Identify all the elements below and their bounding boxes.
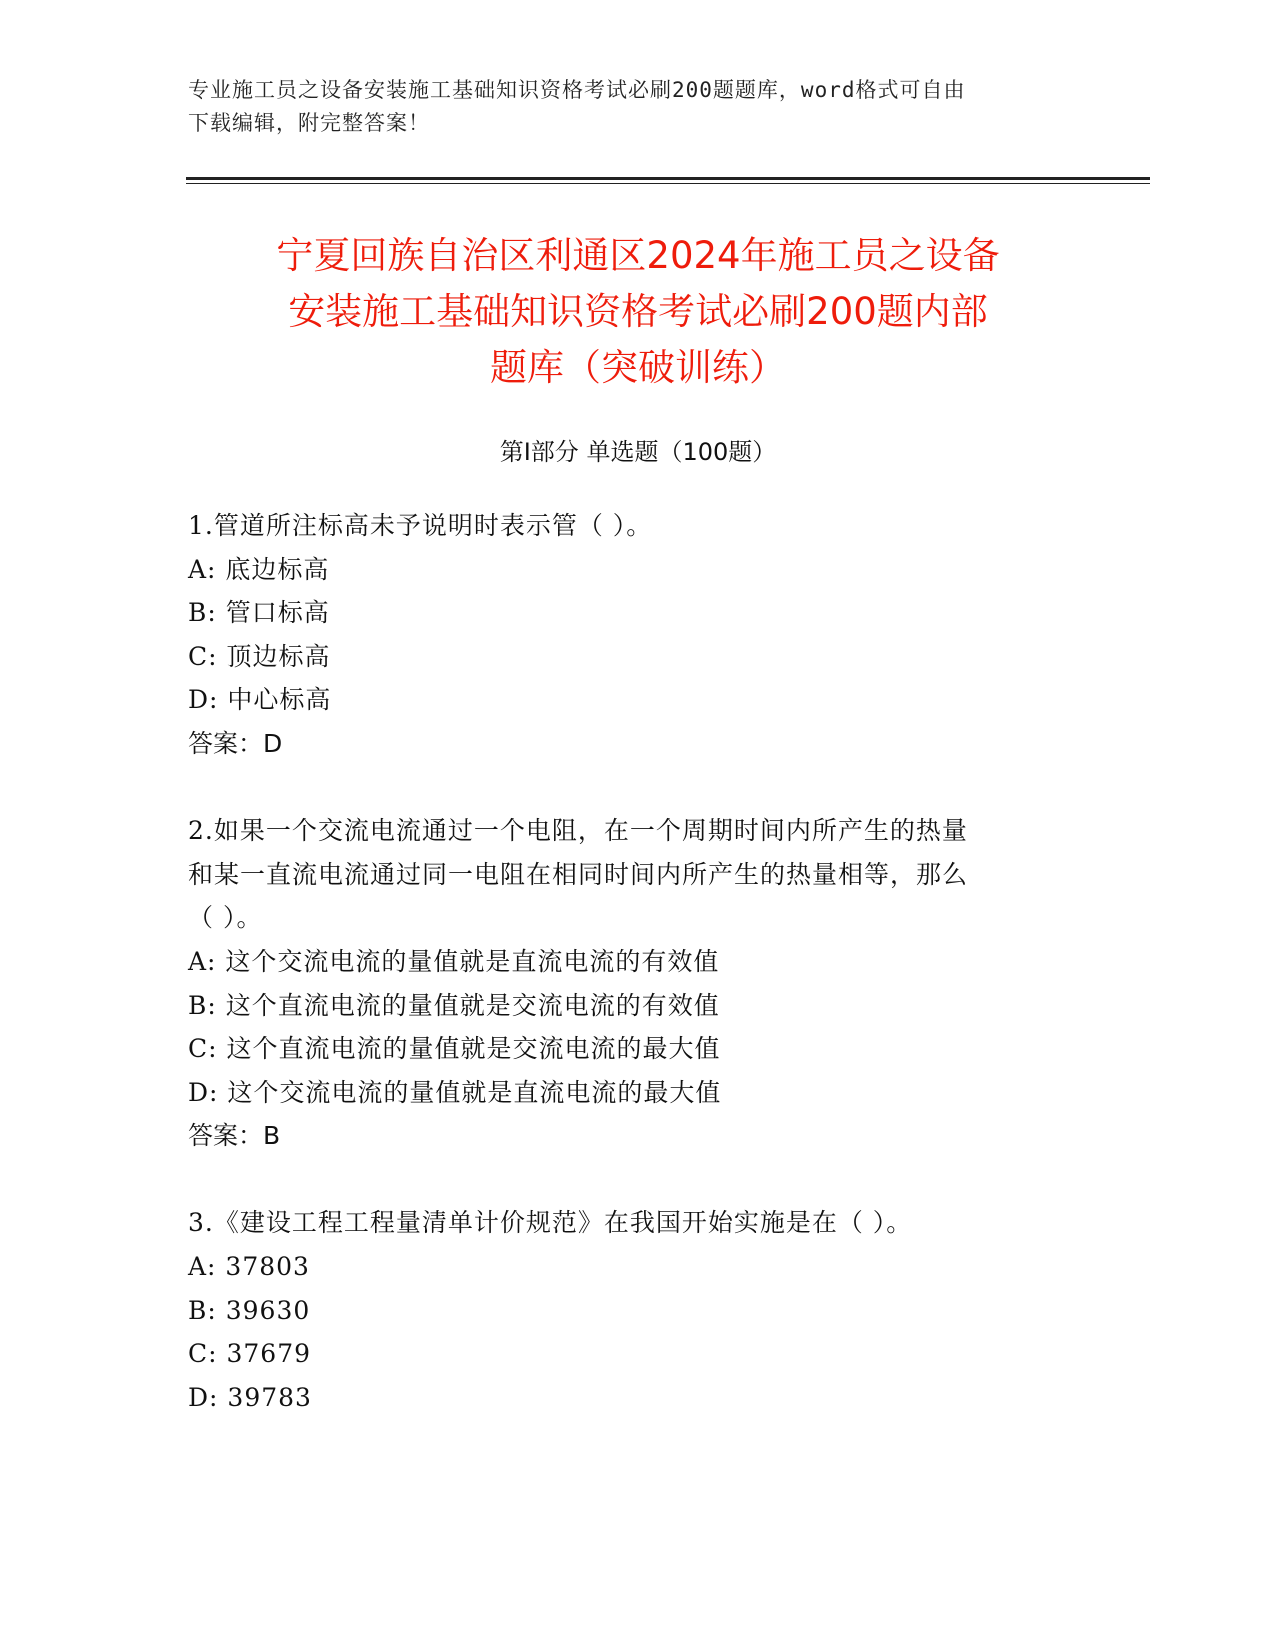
section-heading: 第Ⅰ部分 单选题（100题） [499, 438, 777, 466]
option-c: C: 37679 [188, 1339, 312, 1368]
option-b: B: 管口标高 [188, 598, 330, 627]
option-b: B: 这个直流电流的量值就是交流电流的有效值 [188, 991, 720, 1020]
header-note-line-1: 专业施工员之设备安装施工基础知识资格考试必刷200题题库，word格式可自由 [188, 78, 966, 102]
header-divider-thin [186, 183, 1150, 184]
question-stem-line-2: 和某一直流电流通过同一电阻在相同时间内所产生的热量相等，那么 [188, 860, 969, 889]
answer: 答案：B [188, 1121, 281, 1150]
option-a: A: 这个交流电流的量值就是直流电流的有效值 [188, 947, 720, 976]
title-line-3: 题库（突破训练） [490, 346, 786, 389]
option-d: D: 39783 [188, 1383, 312, 1412]
title-line-1: 宁夏回族自治区利通区2024年施工员之设备 [276, 234, 1000, 277]
option-d: D: 这个交流电流的量值就是直流电流的最大值 [188, 1078, 722, 1107]
option-a: A: 37803 [188, 1252, 310, 1281]
question-stem-line-3: （ ）。 [188, 903, 263, 932]
question-stem-line-1: 2.如果一个交流电流通过一个电阻，在一个周期时间内所产生的热量 [188, 816, 968, 845]
header-note-line-2: 下载编辑，附完整答案！ [188, 111, 430, 135]
question-stem: 1.管道所注标高未予说明时表示管（ ）。 [188, 511, 653, 540]
answer: 答案：D [188, 729, 283, 758]
header-note [188, 74, 1088, 140]
option-a: A: 底边标高 [188, 555, 330, 584]
option-c: C: 这个直流电流的量值就是交流电流的最大值 [188, 1034, 721, 1063]
option-c: C: 顶边标高 [188, 642, 331, 671]
option-d: D: 中心标高 [188, 685, 332, 714]
document-title [188, 228, 1088, 396]
question-stem: 3.《建设工程工程量清单计价规范》在我国开始实施是在（ ）。 [188, 1208, 913, 1237]
option-b: B: 39630 [188, 1296, 311, 1325]
header-divider-thick [186, 177, 1150, 180]
title-line-2: 安装施工基础知识资格考试必刷200题内部 [288, 290, 988, 333]
